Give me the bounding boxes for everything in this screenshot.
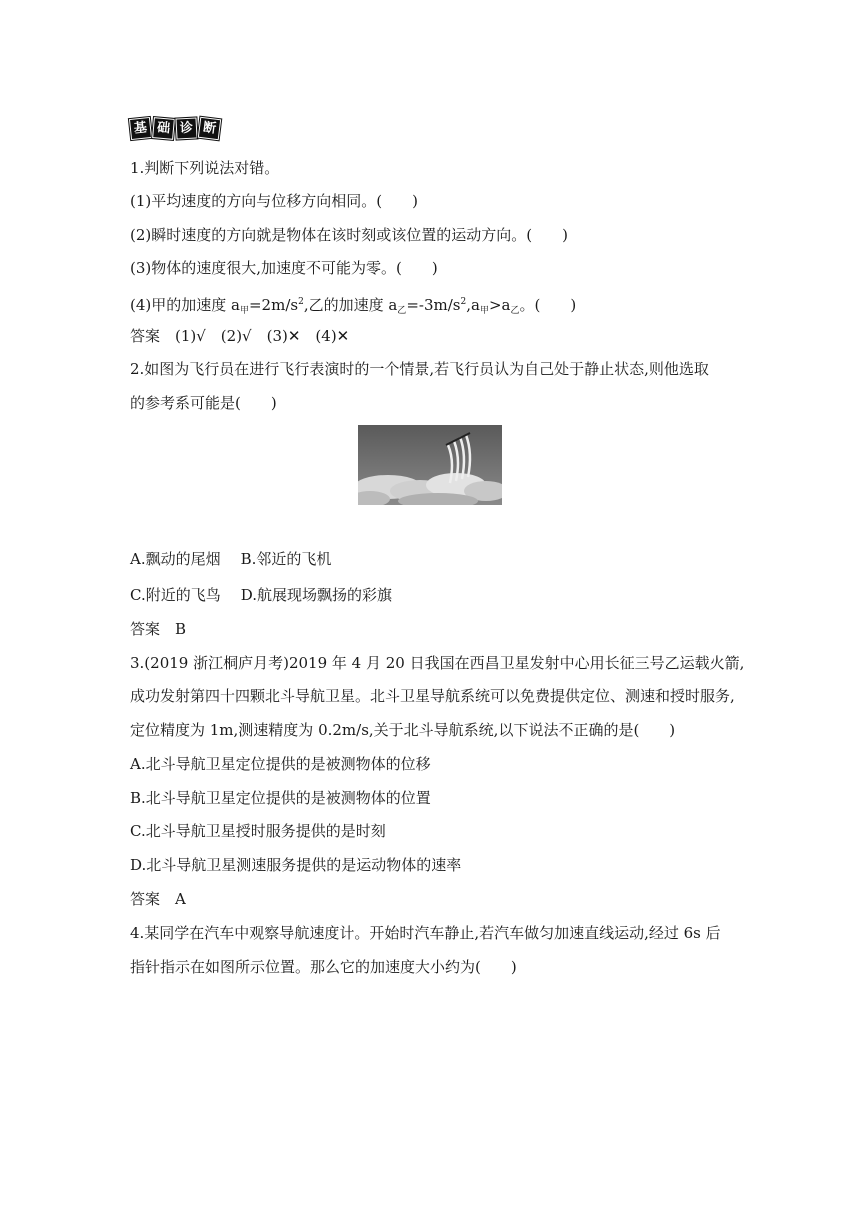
q1-statement-2: (2)瞬时速度的方向就是物体在该时刻或该位置的运动方向。( ) — [130, 226, 568, 244]
q3-option-c: C.北斗导航卫星授时服务提供的是时刻 — [130, 822, 386, 840]
q3-line-1: 3.(2019 浙江桐庐月考)2019 年 4 月 20 日我国在西昌卫星发射中心用长征三号乙运载火箭, — [130, 654, 745, 672]
q2-stem-line-1: 2.如图为飞行员在进行飞行表演时的一个情景,若飞行员认为自己处于静止状态,则他选取 — [130, 360, 709, 378]
q2-stem-line-2: 的参考系可能是( ) — [130, 394, 277, 412]
q2-answer: 答案 B — [130, 620, 187, 638]
badge-char: 断 — [198, 117, 221, 140]
q2-option-c: C.附近的飞鸟 — [130, 586, 221, 604]
badge-char: 诊 — [175, 117, 197, 139]
q4-line-2: 指针指示在如图所示位置。那么它的加速度大小约为( ) — [130, 958, 517, 976]
q3-option-d: D.北斗导航卫星测速服务提供的是运动物体的速率 — [130, 856, 462, 874]
section-badge — [130, 118, 220, 139]
q2-options-row-1 — [130, 549, 331, 569]
q3-option-a: A.北斗导航卫星定位提供的是被测物体的位移 — [130, 755, 431, 773]
q2-option-a: A.飘动的尾烟 — [130, 550, 221, 568]
q4-line-1: 4.某同学在汽车中观察导航速度计。开始时汽车静止,若汽车做匀加速直线运动,经过 6s 后 — [130, 924, 721, 942]
q2-option-b: B.邻近的飞机 — [240, 550, 332, 568]
q1-answer: 答案 (1)√ (2)√ (3)✕ (4)✕ — [130, 327, 350, 345]
badge-char: 础 — [152, 117, 175, 140]
q2-option-d: D.航展现场飘扬的彩旗 — [240, 586, 392, 604]
airshow-photo — [358, 425, 502, 505]
q1-statement-4: (4)甲的加速度 $a_甲=2m/s^2$,乙的加速度 $a_乙=-3m/s^2,a_甲>a_乙$。( ) — [130, 296, 577, 316]
q1-stem: 1.判断下列说法对错。 — [130, 159, 280, 177]
q1-statement-1: (1)平均速度的方向与位移方向相同。( ) — [130, 192, 418, 210]
q3-line-3: 定位精度为 1m,测速精度为 0.2m/s,关于北斗导航系统,以下说法不正确的是( ) — [130, 721, 676, 739]
q2-options-row-2 — [130, 585, 392, 605]
q3-option-b: B.北斗导航卫星定位提供的是被测物体的位置 — [130, 789, 431, 807]
q1-statement-3: (3)物体的速度很大,加速度不可能为零。( ) — [130, 259, 438, 277]
badge-char: 基 — [129, 117, 152, 140]
q3-line-2: 成功发射第四十四颗北斗导航卫星。北斗卫星导航系统可以免费提供定位、测速和授时服务, — [130, 687, 735, 705]
q3-answer: 答案 A — [130, 890, 186, 908]
